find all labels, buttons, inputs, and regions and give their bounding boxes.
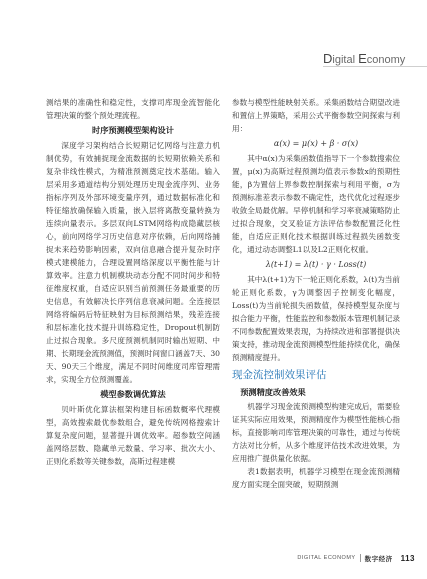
right-column — [232, 96, 400, 491]
header-cap-e: E — [358, 51, 367, 66]
heading-parameter-tuning: 模型参数调优算法 — [100, 390, 166, 399]
left-paragraph-2: 深度学习架构结合长短期记忆网络与注意力机制优势，有效捕捉现金流数据的长短期依赖关系和复杂非线性模式，为精准预测奠定技术基础。输入层采用多通道结构分别处理历史现金流序列、业务指标序列及外部环境变量序列，通过数据标准化和特征缩放确保输入质量，嵌入层将离散变量转换为连续向量表示。多层双向LSTM网络构成隐藏层核心，前向网络学习历史信息对序依赖，后向网络捕捉未来趋势影响因素，双向信息融合提升复杂时序模式建模能力，合理设置网络深度以平衡性能与计算效率。注意力机制模块动态分配不同时间步和特征维度权重，自适应识别当前预测任务最重要的历史信息，有效解决长序列信息衰减问题。全连接层网络将编码后特征映射为目标预测结果，残差连接和层标准化技术提升训练稳定性，Dropout机制防止过拟合现象。多尺度预测机制同时输出短期、中期、长期现金流预测值，预测时间窗口涵盖7天、30天、90天三个维度，满足不同时间维度司库管理需求，实现全方位预测覆盖。 — [46, 141, 220, 384]
footer-chinese: 数字经济 — [364, 555, 393, 563]
heading-accuracy: 预测精度改善效果 — [240, 388, 306, 397]
right-paragraph-1: 参数与模型性能映射关系。采集函数结合期望改进和置信上界策略，采用公式平衡参数空间探索与利用： — [232, 98, 400, 133]
page-footer — [297, 552, 415, 564]
left-paragraph-1: 测结果的准确性和稳定性，支撑司库现金流智能化管理决策的整个预处理流程。 — [46, 98, 220, 120]
footer-divider — [360, 554, 361, 562]
left-column — [46, 96, 220, 468]
section-title-evaluation: 现金流控制效果评估 — [232, 369, 327, 381]
header-rest-1: igital — [332, 54, 359, 66]
formula-acquisition: α(x) = μ(x) + β · σ(x) — [273, 139, 359, 148]
right-paragraph-4: 机器学习现金流预测模型构建完成后，需要验证其实际应用效果，预测精度作为模型性能核心指标，直接影响司库管理决策的可靠性，通过与传统方法对比分析，从多个维度评估技术改进效果，为应用推广提供量化依据。 — [232, 402, 400, 463]
footer-english: DIGITAL ECONOMY — [297, 555, 356, 561]
page-number: 113 — [400, 553, 415, 563]
column-header — [323, 52, 427, 67]
heading-model-architecture: 时序预测模型架构设计 — [92, 126, 174, 135]
right-paragraph-5: 表1数据表明，机器学习模型在现金流预测精度方面实现全面突破，短期预测 — [232, 467, 400, 489]
left-paragraph-3: 贝叶斯优化算法框架构建目标函数概率代理模型，高效搜索最优参数组合，避免传统网格搜索计算复杂度问题，显著提升调优效率。超参数空间涵盖网络层数、隐藏单元数量、学习率、批次大小、正则化系数等关键参数，高斯过程建模 — [46, 405, 220, 466]
formula-regularization: λ(t+1) = λ(t) · γ · Loss(t) — [265, 260, 367, 269]
right-paragraph-3: 其中λ(t+1)为下一轮正则化系数，λ(t)为当前轮正则化系数，γ为调整因子控制变化幅度，Loss(t)为当前轮损失函数值，保持模型复杂度与拟合能力平衡，性能监控和参数版本管理机制记录不同参数配置效果表现，为持续改进和部署提供决策支持，推动现金流预测模型性能持续优化，确保预测精度提升。 — [232, 275, 400, 362]
header-rest-2: conomy — [366, 54, 406, 66]
right-paragraph-2: 其中α(x)为采集函数值指导下一个参数搜索位置，μ(x)为高斯过程预测均值表示参数x的预期性能，β为置信上界参数控制探索与利用平衡，σ为预测标准差表示参数不确定性，迭代优化过程逐步收敛全局最优解。早停机制和学习率衰减策略防止过拟合现象，交叉验证方法评估参数配置泛化性能，自适应正则化技术根据训练过程损失函数变化，通过动态调整L1以及L2正则化权重。 — [232, 154, 400, 254]
header-cap-d: D — [323, 51, 333, 66]
